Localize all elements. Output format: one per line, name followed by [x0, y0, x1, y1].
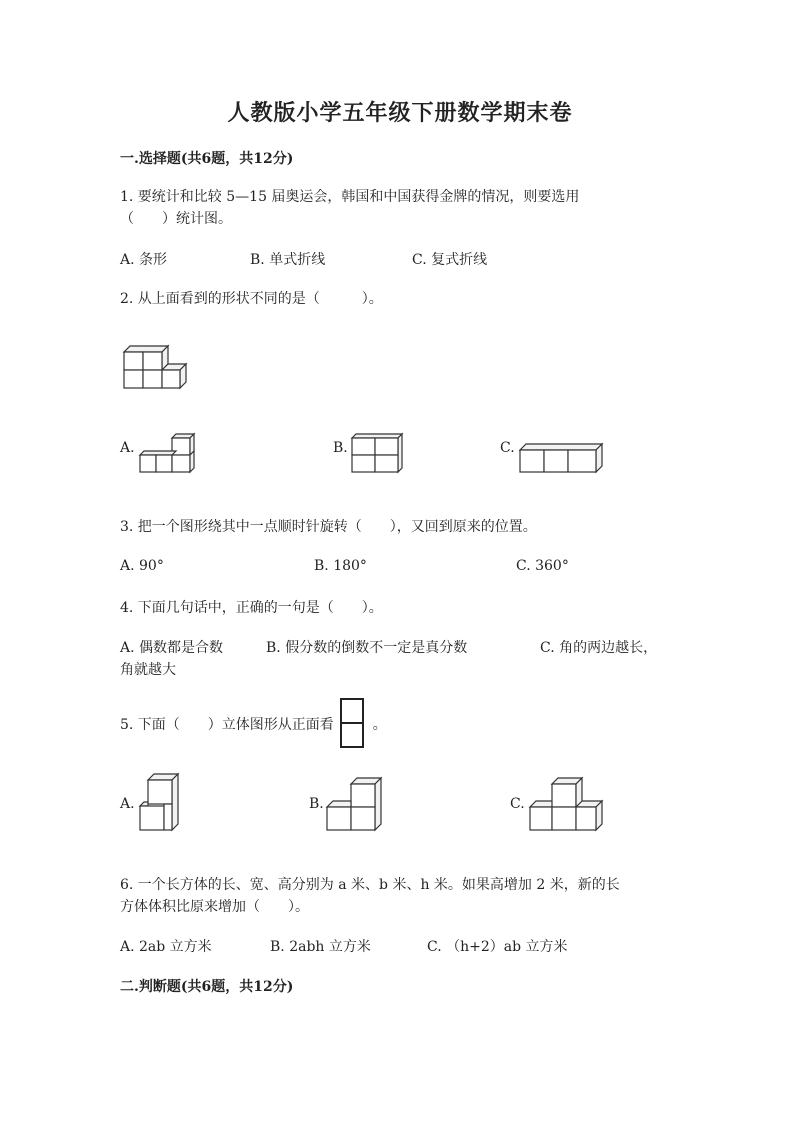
q2-option-a: A.	[120, 440, 135, 456]
question-6-line-1: 6. 一个长方体的长、宽、高分别为 a 米、b 米、h 米。如果高增加 2 米，新的长	[120, 877, 620, 893]
q2-option-c-figure	[516, 442, 606, 476]
q5-option-a-figure	[136, 770, 184, 834]
q1-option-a: A. 条形	[120, 252, 168, 268]
q4-option-b: B. 假分数的倒数不一定是真分数	[266, 640, 468, 656]
q2-option-b-figure	[350, 430, 406, 476]
q3-option-c: C. 360°	[516, 558, 569, 574]
q1-option-b: B. 单式折线	[250, 252, 326, 268]
q2-option-a-figure	[138, 430, 200, 476]
q1-option-c: C. 复式折线	[412, 252, 488, 268]
section-heading-choice: 一.选择题(共6题，共12分)	[120, 151, 294, 167]
q5-option-c-figure	[526, 776, 606, 834]
q3-option-a: A. 90°	[120, 558, 164, 574]
q5-front-view-icon	[338, 715, 368, 735]
question-5	[120, 714, 387, 736]
q4-option-a: A. 偶数都是合数	[120, 640, 224, 656]
q2-option-b: B.	[333, 440, 348, 456]
question-6-line-2: 方体体积比原来增加（ ）。	[120, 899, 309, 915]
q4-option-c-continuation: 角就越大	[120, 662, 176, 678]
question-3: 3. 把一个图形绕其中一点顺时针旋转（ ），又回到原来的位置。	[120, 519, 537, 535]
q5-option-b-figure	[325, 776, 385, 834]
question-2: 2. 从上面看到的形状不同的是（ ）。	[120, 291, 383, 307]
question-1-line-1: 1. 要统计和比较 5—15 届奥运会，韩国和中国获得金牌的情况，则要选用	[120, 189, 580, 205]
question-5-text-end: 。	[372, 717, 387, 733]
section-heading-judgement: 二.判断题(共6题，共12分)	[120, 979, 294, 995]
question-5-text: 5. 下面（ ）立体图形从正面看	[120, 717, 334, 733]
q4-option-c: C. 角的两边越长，	[540, 640, 658, 656]
q5-option-b: B.	[309, 796, 324, 812]
q2-main-figure	[120, 342, 190, 392]
q3-option-b: B. 180°	[314, 558, 367, 574]
question-4: 4. 下面几句话中，正确的一句是（ ）。	[120, 600, 383, 616]
q6-option-a: A. 2ab 立方米	[120, 939, 212, 955]
q5-option-c: C.	[510, 796, 525, 812]
q6-option-c: C. （h+2）ab 立方米	[427, 939, 568, 955]
q5-option-a: A.	[120, 796, 135, 812]
page-title: 人教版小学五年级下册数学期末卷	[227, 100, 573, 126]
q2-option-c: C.	[500, 440, 515, 456]
q6-option-b: B. 2abh 立方米	[270, 939, 371, 955]
question-1-line-2: （ ）统计图。	[120, 211, 232, 227]
